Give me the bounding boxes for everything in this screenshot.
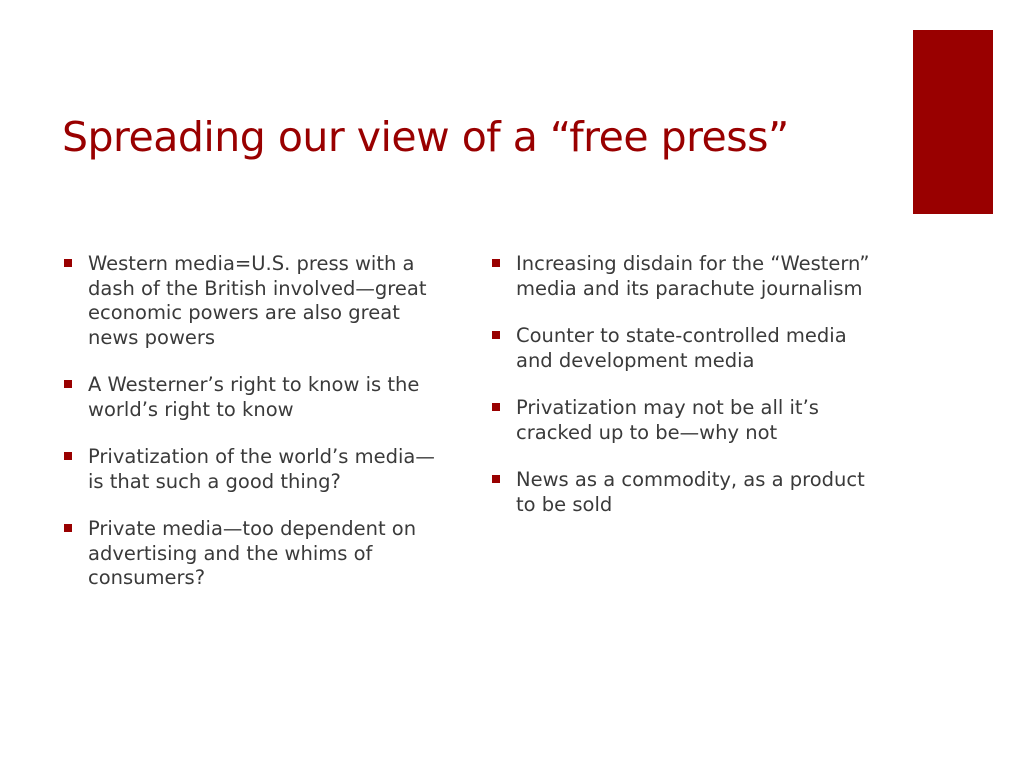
- list-item: [490, 396, 870, 445]
- right-bullet-list: [490, 252, 870, 540]
- list-item: [62, 252, 440, 350]
- list-item: [62, 517, 440, 591]
- left-bullet-list: [62, 252, 440, 614]
- square-bullet-icon: [492, 403, 500, 411]
- square-bullet-icon: [492, 331, 500, 339]
- square-bullet-icon: [64, 380, 72, 388]
- list-item: [62, 373, 440, 422]
- slide-title: Spreading our view of a “free press”: [62, 113, 789, 161]
- bullet-text: Private media—too dependent on advertising and the whims of consumers?: [88, 517, 417, 589]
- bullet-text: Privatization may not be all it’s cracked up to be—why not: [516, 396, 819, 444]
- list-item: [490, 468, 870, 517]
- bullet-text: Privatization of the world’s media—is that such a good thing?: [88, 445, 435, 493]
- square-bullet-icon: [492, 475, 500, 483]
- square-bullet-icon: [64, 452, 72, 460]
- square-bullet-icon: [64, 259, 72, 267]
- bullet-text: News as a commodity, as a product to be sold: [516, 468, 865, 516]
- list-item: [490, 252, 870, 301]
- bullet-text: Increasing disdain for the “Western” media and its parachute journalism: [516, 252, 870, 300]
- bullet-text: A Westerner’s right to know is the world’s right to know: [88, 373, 420, 421]
- square-bullet-icon: [64, 524, 72, 532]
- list-item: [62, 445, 440, 494]
- accent-bar: [913, 30, 993, 214]
- square-bullet-icon: [492, 259, 500, 267]
- list-item: [490, 324, 870, 373]
- bullet-text: Western media=U.S. press with a dash of the British involved—great economic powers are also great news powers: [88, 252, 427, 349]
- bullet-text: Counter to state-controlled media and development media: [516, 324, 847, 372]
